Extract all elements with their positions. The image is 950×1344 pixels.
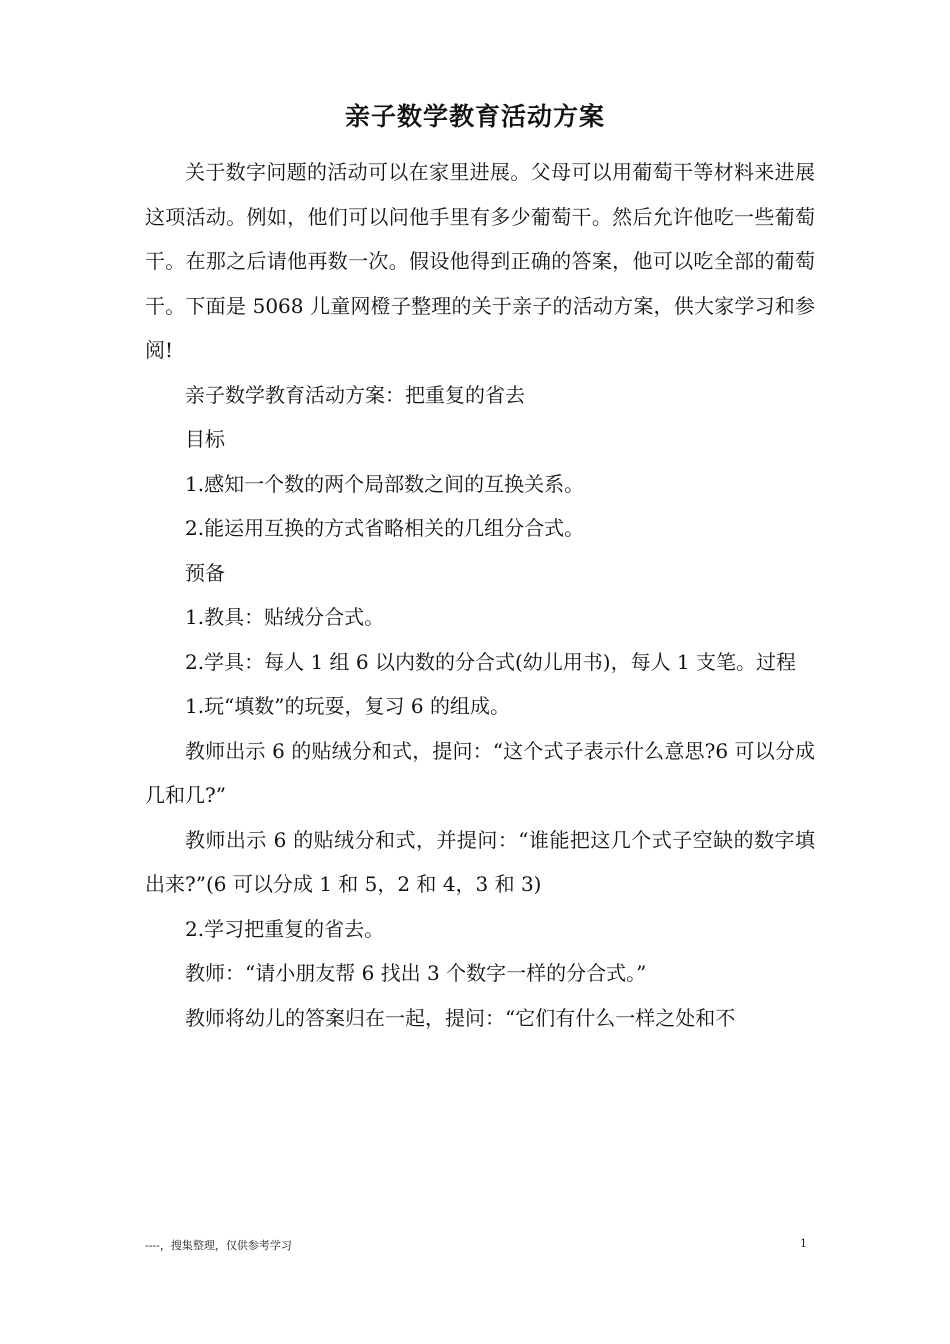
paragraph-process-2: 2.学习把重复的省去。: [185, 916, 385, 941]
paragraph-intro: 关于数字问题的活动可以在家里进展。父母可以用葡萄干等材料来进展这项活动。例如，他们可以问他手里有多少葡萄干。然后允许他吃一些葡萄干。在那之后请他再数一次。假设他得到正确的答案，他可以吃全部的葡萄干。下面是 5068 儿童网橙子整理的关于亲子的活动方案，供大家学习和参阅!: [145, 160, 815, 362]
footer-note: ----，搜集整理，仅供参考学习: [145, 1239, 292, 1252]
paragraph-plan-heading: 亲子数学教育活动方案：把重复的省去: [185, 382, 525, 407]
paragraph-process-1: 1.玩“填数”的玩耍，复习 6 的组成。: [185, 694, 510, 718]
paragraph-prep-heading: 预备: [185, 560, 225, 585]
paragraph-teacher-3: 教师：“请小朋友帮 6 找出 3 个数字一样的分合式。”: [185, 961, 647, 985]
document-title: 亲子数学教育活动方案: [344, 102, 605, 131]
paragraph-prep-2: 2.学具：每人 1 组 6 以内数的分合式(幼儿用书)，每人 1 支笔。过程: [185, 649, 797, 674]
paragraph-teacher-4: 教师将幼儿的答案归在一起，提问：“它们有什么一样之处和不: [185, 1005, 736, 1030]
paragraph-teacher-2: 教师出示 6 的贴绒分和式，并提问：“谁能把这几个式子空缺的数字填出来?”(6 可以分成 1 和 5，2 和 4，3 和 3): [145, 827, 815, 896]
paragraph-goal-heading: 目标: [185, 427, 225, 451]
document-body: [145, 150, 815, 1040]
paragraph-teacher-1: 教师出示 6 的贴绒分和式，提问：“这个式子表示什么意思?6 可以分成几和几?”: [145, 738, 815, 807]
page-number: 1: [800, 1237, 807, 1250]
paragraph-prep-1: 1.教具：贴绒分合式。: [185, 605, 385, 629]
paragraph-goal-2: 2.能运用互换的方式省略相关的几组分合式。: [185, 516, 585, 540]
paragraph-goal-1: 1.感知一个数的两个局部数之间的互换关系。: [185, 471, 585, 496]
